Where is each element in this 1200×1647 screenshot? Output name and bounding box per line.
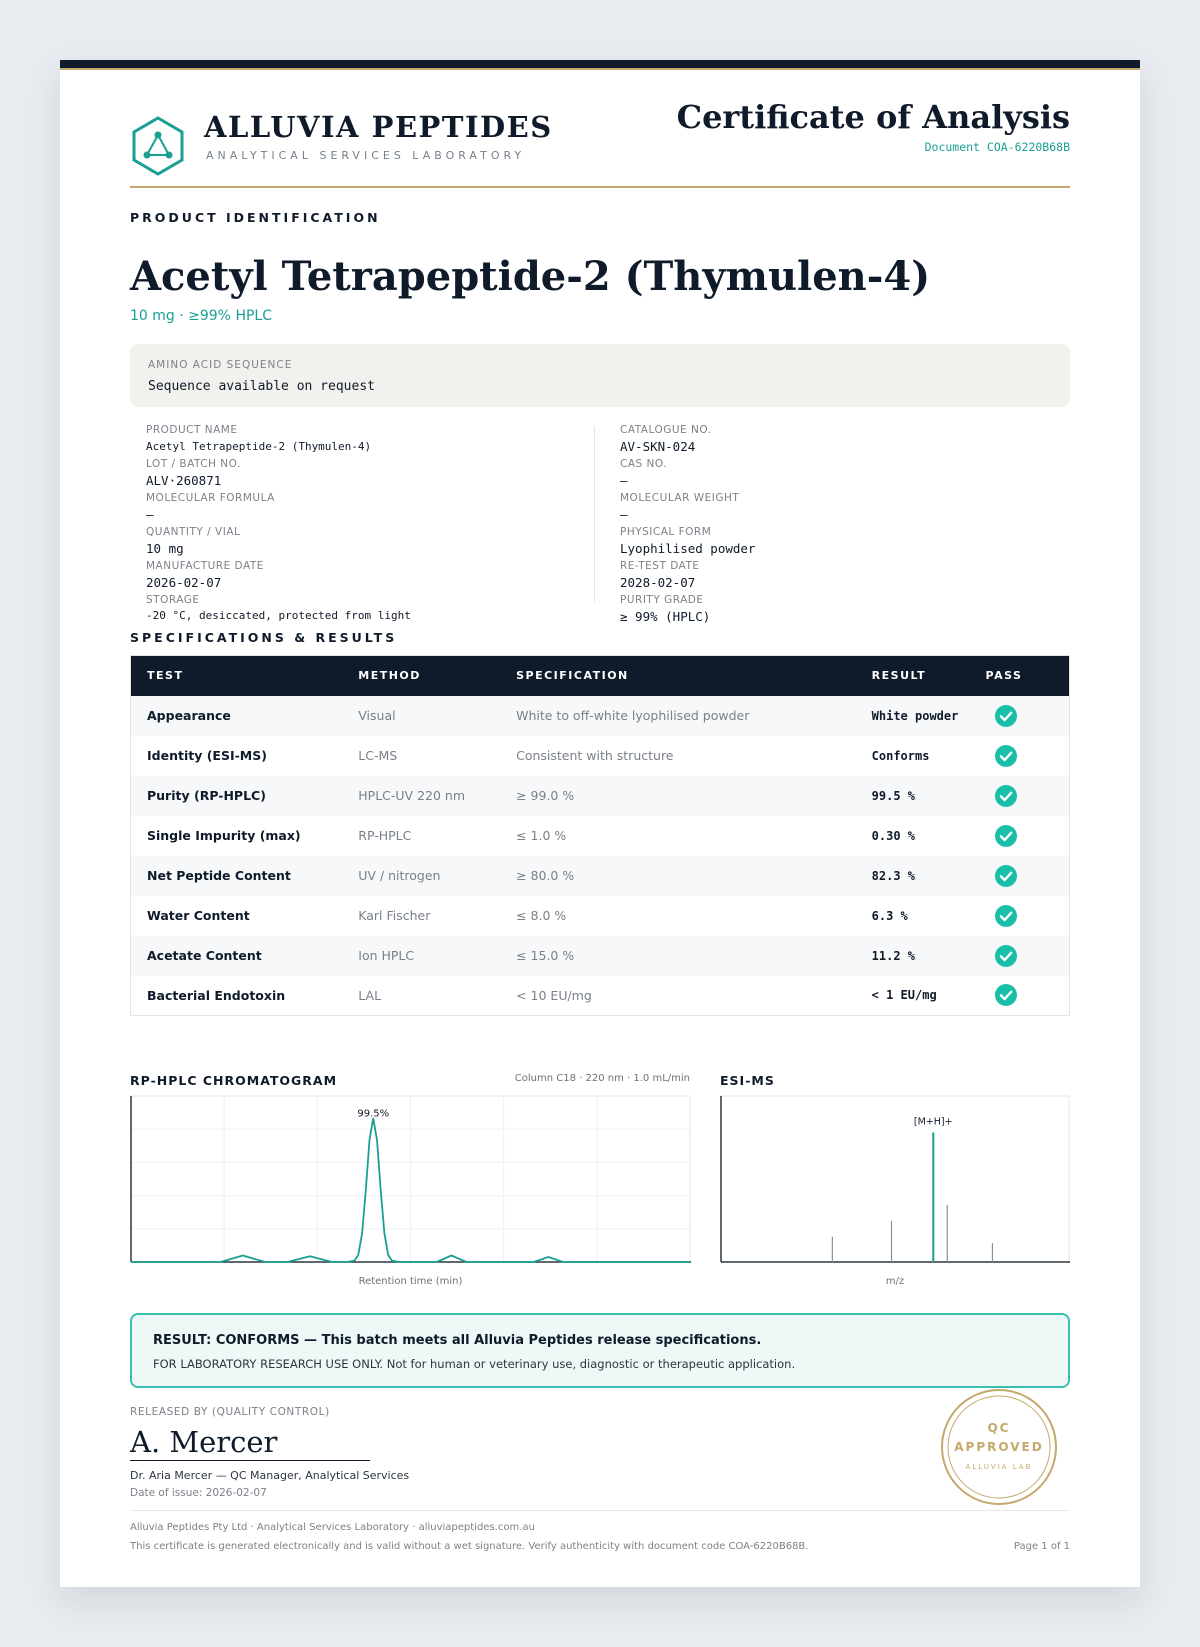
signer-name: Dr. Aria Mercer — QC Manager, Analytical Services	[130, 1469, 410, 1482]
field-label-catalogue: CATALOGUE NO.	[620, 424, 712, 436]
test-name: Single Impurity (max)	[131, 816, 359, 856]
table-header-row	[131, 656, 1070, 696]
field-label-storage: STORAGE	[146, 594, 200, 606]
section-label-product: PRODUCT IDENTIFICATION	[130, 210, 381, 225]
pass-cell	[986, 856, 1070, 896]
field-label-molecular-weight: MOLECULAR WEIGHT	[620, 492, 740, 504]
column-header-specification: SPECIFICATION	[516, 656, 872, 696]
pass-cell	[986, 976, 1070, 1016]
test-method: Ion HPLC	[358, 936, 516, 976]
test-name: Identity (ESI-MS)	[131, 736, 359, 776]
pass-cell	[986, 816, 1070, 856]
pass-cell	[986, 896, 1070, 936]
test-method: RP-HPLC	[358, 816, 516, 856]
test-name: Purity (RP-HPLC)	[131, 776, 359, 816]
test-name: Water Content	[131, 896, 359, 936]
check-circle-icon	[995, 825, 1017, 847]
molecule-hexagon-icon	[130, 115, 186, 177]
test-method: LAL	[358, 976, 516, 1016]
pass-cell	[986, 776, 1070, 816]
test-name: Bacterial Endotoxin	[131, 976, 359, 1016]
test-method: LC-MS	[358, 736, 516, 776]
product-subtitle: 10 mg · ≥99% HPLC	[130, 308, 272, 324]
esims-x-axis-title: m/z	[885, 1276, 905, 1287]
test-name: Acetate Content	[131, 936, 359, 976]
check-circle-icon	[995, 745, 1017, 767]
qc-approved-stamp	[940, 1388, 1058, 1506]
test-specification: ≥ 80.0 %	[516, 856, 872, 896]
test-result: Conforms	[872, 736, 986, 776]
column-header-pass: PASS	[986, 656, 1070, 696]
table-row	[131, 776, 1070, 816]
test-specification: ≤ 1.0 %	[516, 816, 872, 856]
test-specification: ≤ 15.0 %	[516, 936, 872, 976]
test-specification: ≤ 8.0 %	[516, 896, 872, 936]
sequence-value: Sequence available on request	[148, 379, 375, 394]
test-result: 11.2 %	[872, 936, 986, 976]
test-specification: < 10 EU/mg	[516, 976, 872, 1016]
sequence-label: AMINO ACID SEQUENCE	[148, 359, 293, 371]
stamp-line-approved: APPROVED	[954, 1440, 1044, 1454]
test-method: UV / nitrogen	[358, 856, 516, 896]
field-label-manufacture-date: MANUFACTURE DATE	[146, 560, 264, 572]
esims-spectrum-chart	[720, 1092, 1070, 1266]
test-result: 99.5 %	[872, 776, 986, 816]
specifications-table	[130, 655, 1070, 1016]
table-row	[131, 976, 1070, 1016]
test-name: Net Peptide Content	[131, 856, 359, 896]
hplc-chart-note: Column C18 · 220 nm · 1.0 mL/min	[514, 1073, 690, 1084]
fields-divider	[594, 426, 595, 602]
field-value-formula: —	[146, 507, 154, 522]
test-result: < 1 EU/mg	[872, 976, 986, 1016]
page-number: Page 1 of 1	[1013, 1541, 1070, 1552]
section-label-specs: SPECIFICATIONS & RESULTS	[130, 630, 398, 645]
check-circle-icon	[995, 865, 1017, 887]
test-name: Appearance	[131, 696, 359, 736]
hplc-chart-title: RP-HPLC CHROMATOGRAM	[130, 1073, 338, 1088]
hplc-x-axis-title: Retention time (min)	[358, 1276, 463, 1287]
peak-label: [M+H]+	[913, 1116, 953, 1128]
field-value-lot: ALV·260871	[146, 473, 222, 488]
check-circle-icon	[995, 905, 1017, 927]
check-circle-icon	[995, 785, 1017, 807]
research-use-note: FOR LABORATORY RESEARCH USE ONLY. Not for human or veterinary use, diagnostic or therapeutic application.	[153, 1357, 796, 1371]
stamp-line-qc: QC	[987, 1421, 1011, 1435]
result-statement: RESULT: CONFORMS — This batch meets all Alluvia Peptides release specifications.	[153, 1333, 762, 1348]
field-label-physical-form: PHYSICAL FORM	[620, 526, 712, 538]
field-value-storage: -20 °C, desiccated, protected from light	[146, 609, 411, 622]
field-value-cas: —	[620, 473, 628, 488]
column-header-method: METHOD	[358, 656, 516, 696]
test-result: 82.3 %	[872, 856, 986, 896]
table-row	[131, 896, 1070, 936]
footer-company: Alluvia Peptides Pty Ltd · Analytical Services Laboratory · alluviapeptides.com.au	[130, 1522, 535, 1533]
document-title: Certificate of Analysis	[676, 98, 1070, 136]
footer-divider	[130, 1510, 1070, 1511]
field-label-cas: CAS NO.	[620, 458, 668, 470]
field-label-quantity: QUANTITY / VIAL	[146, 526, 241, 538]
signature: A. Mercer	[130, 1425, 278, 1459]
release-label: RELEASED BY (QUALITY CONTROL)	[130, 1406, 330, 1418]
field-value-manufacture-date: 2026-02-07	[146, 575, 222, 590]
field-label-product-name: PRODUCT NAME	[146, 424, 238, 436]
field-value-physical-form: Lyophilised powder	[620, 541, 756, 556]
product-title: Acetyl Tetrapeptide-2 (Thymulen-4)	[130, 253, 931, 300]
test-specification: Consistent with structure	[516, 736, 872, 776]
table-row	[131, 736, 1070, 776]
test-method: HPLC-UV 220 nm	[358, 776, 516, 816]
table-row	[131, 696, 1070, 736]
document-code: Document COA-6220B68B	[924, 140, 1070, 154]
certificate-page	[60, 60, 1140, 1587]
field-value-product-name: Acetyl Tetrapeptide-2 (Thymulen-4)	[146, 440, 372, 453]
issue-date: Date of issue: 2026-02-07	[130, 1487, 267, 1499]
test-result: White powder	[872, 696, 986, 736]
peak-label: 99.5%	[357, 1108, 390, 1120]
table-row	[131, 856, 1070, 896]
test-specification: ≥ 99.0 %	[516, 776, 872, 816]
field-value-molecular-weight: —	[620, 507, 628, 522]
signature-line	[130, 1460, 370, 1461]
field-value-catalogue: AV-SKN-024	[620, 439, 696, 454]
pass-cell	[986, 696, 1070, 736]
test-result: 0.30 %	[872, 816, 986, 856]
result-conforms-box	[130, 1313, 1070, 1388]
field-value-retest-date: 2028-02-07	[620, 575, 696, 590]
column-header-result: RESULT	[872, 656, 986, 696]
test-specification: White to off-white lyophilised powder	[516, 696, 872, 736]
esims-chart-title: ESI-MS	[720, 1073, 775, 1088]
brand-name: ALLUVIA PEPTIDES	[204, 110, 553, 144]
test-method: Visual	[358, 696, 516, 736]
footer-validity-note: This certificate is generated electronically and is valid without a wet signature. Verify authenticity with document code COA-6220B68B.	[130, 1541, 809, 1552]
field-value-quantity: 10 mg	[146, 541, 184, 556]
top-accent-bar	[60, 60, 1140, 70]
check-circle-icon	[995, 705, 1017, 727]
pass-cell	[986, 936, 1070, 976]
check-circle-icon	[995, 945, 1017, 967]
test-method: Karl Fischer	[358, 896, 516, 936]
field-label-formula: MOLECULAR FORMULA	[146, 492, 275, 504]
header-divider	[130, 186, 1070, 188]
column-header-test: TEST	[131, 656, 359, 696]
sequence-box	[130, 344, 1070, 407]
field-label-retest-date: RE-TEST DATE	[620, 560, 700, 572]
table-row	[131, 936, 1070, 976]
table-row	[131, 816, 1070, 856]
brand-subtitle: ANALYTICAL SERVICES LABORATORY	[206, 149, 526, 162]
stamp-line-lab: ALLUVIA LAB	[965, 1463, 1033, 1471]
hplc-chromatogram-chart	[130, 1092, 691, 1266]
check-circle-icon	[995, 984, 1017, 1006]
field-value-purity-grade: ≥ 99% (HPLC)	[620, 609, 711, 624]
field-label-lot: LOT / BATCH NO.	[146, 458, 241, 470]
pass-cell	[986, 736, 1070, 776]
field-label-purity-grade: PURITY GRADE	[620, 594, 704, 606]
test-result: 6.3 %	[872, 896, 986, 936]
